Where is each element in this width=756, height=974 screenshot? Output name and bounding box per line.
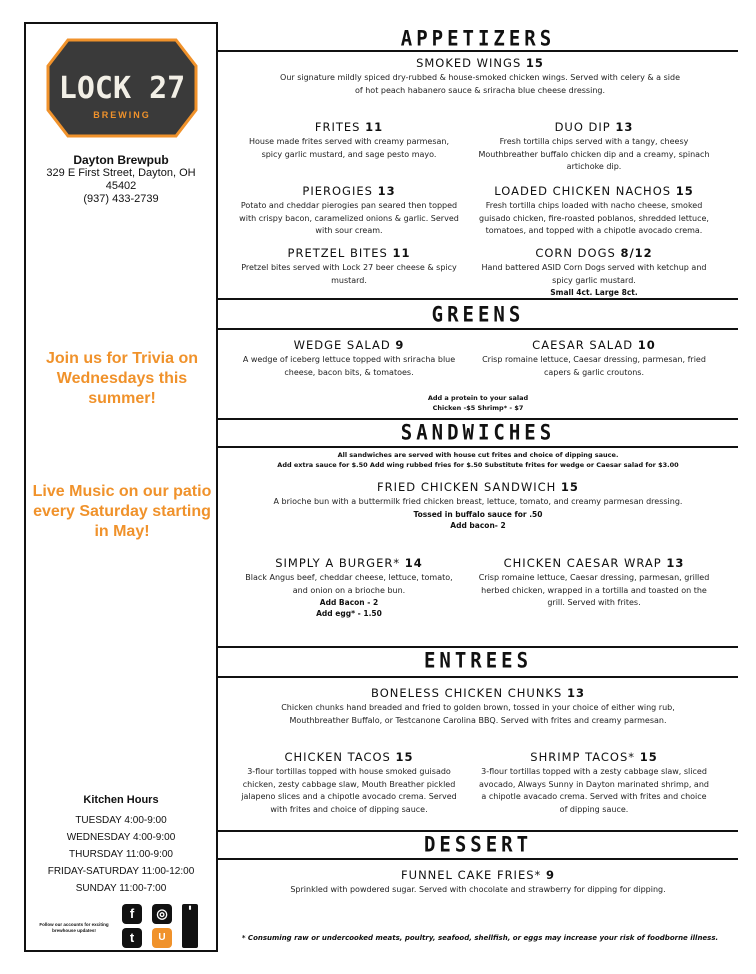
nachos-item (478, 184, 710, 238)
item-price: 15 (395, 750, 414, 764)
smoked-wings-item (280, 56, 680, 97)
item-desc: Sprinkled with powdered sugar. Served with chocolate and strawberry for dipping for dipping. (290, 885, 666, 894)
item-desc: 3-flour tortillas topped with a zesty cabbage slaw, sliced avocado, Always Sunny in Dayton marinated shrimp, and a chipotle avacado crema. Served with frites and choice of dipping sauce. (479, 767, 709, 814)
item-desc: House made frites served with creamy parmesan, spicy garlic mustard, and sage pesto mayo. (248, 137, 450, 159)
item-desc: Our signature mildly spiced dry-rubbed & house-smoked chicken wings. Served with celery & a side of hot peach habanero sauce & sriracha blue cheese dressing. (280, 73, 680, 95)
item-price: 11 (365, 120, 384, 134)
section-rule (218, 298, 738, 300)
item-name: CHICKEN CAESAR WRAP (503, 556, 662, 570)
corn-dogs-item (478, 246, 710, 298)
item-extra: Small 4ct. Large 8ct. (550, 288, 638, 297)
phone-number: (937) 433-2739 (83, 193, 159, 205)
hours-row: WEDNESDAY 4:00-9:00 (66, 832, 176, 843)
item-name: DUO DIP (554, 120, 611, 134)
item-desc: A wedge of iceberg lettuce topped with sriracha blue cheese, bacon bits, & tomatoes. (242, 355, 456, 377)
item-price: 14 (404, 556, 423, 570)
item-name: PIEROGIES (302, 184, 373, 198)
live-music-promo: Live Music on our patio every Saturday starting in May! (32, 483, 212, 540)
protein-note (218, 393, 738, 413)
item-price: 13 (377, 184, 396, 198)
item-desc: Black Angus beef, cheddar cheese, lettuce, tomato, and onion on a brioche bun. (245, 573, 453, 595)
hours-row: SUNDAY 11:00-7:00 (75, 883, 167, 894)
beer-menu-icon[interactable]: ▮ (182, 904, 198, 948)
appetizers-title: APPETIZERS (400, 26, 556, 52)
item-name: BONELESS CHICKEN CHUNKS (371, 686, 563, 700)
item-extra: Add egg* - 1.50 (316, 609, 382, 618)
section-rule (218, 418, 738, 420)
item-price: 15 (675, 184, 694, 198)
item-desc: Crisp romaine lettuce, Caesar dressing, parmesan, grilled herbed chicken, wrapped in a tortilla and toasted on the grill. Served with frites. (478, 573, 710, 607)
item-price: 10 (637, 338, 656, 352)
sandwich-note-line: Add extra sauce for $.50 Add wing rubbed fries for $.50 Substitute frites for wedge or Caesar salad for $3.00 (277, 461, 679, 469)
item-price: 15 (560, 480, 579, 494)
item-name: WEDGE SALAD (293, 338, 391, 352)
instagram-icon[interactable]: ◎ (152, 904, 172, 924)
sandwiches-title: SANDWICHES (400, 420, 556, 446)
section-rule (218, 676, 738, 678)
item-desc: Fresh tortilla chips loaded with nacho cheese, smoked guisado chicken, fire-roasted poblanos, shredded lettuce, tomatoes, and topped with a chipotle avocado crema. (479, 201, 709, 235)
burger-item (238, 556, 460, 619)
item-price: 13 (566, 686, 585, 700)
item-name: SMOKED WINGS (416, 56, 522, 70)
item-desc: A brioche bun with a buttermilk fried chicken breast, lettuce, tomato, and creamy parmesan dressing. (273, 497, 683, 506)
section-rule (218, 646, 738, 648)
item-price: 13 (615, 120, 634, 134)
item-price: 15 (639, 750, 658, 764)
item-desc: Pretzel bites served with Lock 27 beer cheese & spicy mustard. (241, 263, 457, 285)
sandwich-note (218, 450, 738, 470)
protein-note-line: Add a protein to your salad (427, 394, 529, 402)
item-extra: Tossed in buffalo sauce for .50 (413, 509, 543, 519)
pretzel-bites-item (238, 246, 460, 287)
shrimp-tacos-item (478, 750, 710, 816)
item-name: FRIED CHICKEN SANDWICH (377, 480, 557, 494)
item-name: CAESAR SALAD (532, 338, 634, 352)
item-extra: Add Bacon - 2 (319, 598, 379, 607)
item-name: FRITES (314, 120, 361, 134)
item-price: 15 (525, 56, 544, 70)
wedge-salad-item (238, 338, 460, 379)
funnel-cake-item (268, 868, 688, 897)
section-rule (218, 328, 738, 330)
item-desc: 3-flour tortillas topped with house smoked guisado chicken, zesty cabbage slaw, Mouth Breather pickled jalapeno slices and a chipotle avocado crema. Served with frites and choice of dipping sauce. (241, 767, 457, 814)
hours-row: THURSDAY 11:00-9:00 (69, 849, 173, 860)
section-rule (218, 830, 738, 832)
trivia-promo: Join us for Trivia on Wednesdays this summer! (45, 350, 199, 407)
facebook-icon[interactable]: f (122, 904, 142, 924)
item-name: SHRIMP TACOS* (530, 750, 636, 764)
brewpub-info (26, 154, 216, 206)
item-price: 9 (395, 338, 405, 352)
item-extra: Add bacon- 2 (450, 520, 506, 530)
item-desc: Fresh tortilla chips served with a tangy, cheesy Mouthbreather buffalo chicken dip and a creamy, spinach artichoke dip. (478, 137, 710, 171)
item-desc: Chicken chunks hand breaded and fried to golden brown, tossed in your choice of either wing rub, Mouthbreather Buffalo, or Testcanone Carolina BBQ. Served with frites and creamy parmesan. (281, 703, 675, 725)
logo-text: LOCK 27 (58, 71, 186, 106)
item-name: SIMPLY A BURGER* (275, 556, 401, 570)
item-price: 13 (666, 556, 685, 570)
item-name: LOADED CHICKEN NACHOS (494, 184, 672, 198)
item-name: PRETZEL BITES (287, 246, 388, 260)
lock27-logo (46, 38, 198, 138)
location-name: Dayton Brewpub (73, 153, 169, 167)
item-price: 9 (545, 868, 555, 882)
address-line2: 45402 (105, 180, 137, 192)
hours-row: FRIDAY-SATURDAY 11:00-12:00 (47, 866, 195, 877)
health-disclaimer: * Consuming raw or undercooked meats, poultry, seafood, shellfish, or eggs may increase your risk of foodborne illness. (241, 934, 719, 942)
pierogies-item (238, 184, 460, 238)
sidebar (24, 22, 218, 952)
section-rule (218, 446, 738, 448)
item-desc: Crisp romaine lettuce, Caesar dressing, parmesan, fried capers & garlic croutons. (482, 355, 706, 377)
item-name: FUNNEL CAKE FRIES* (401, 868, 542, 882)
frites-item (238, 120, 460, 161)
sandwich-note-line: All sandwiches are served with house cut frites and choice of dipping sauce. (337, 451, 619, 459)
hours-row: TUESDAY 4:00-9:00 (75, 815, 167, 826)
dessert-title: DESSERT (423, 832, 533, 858)
section-rule (218, 858, 738, 860)
hours-title: Kitchen Hours (83, 794, 159, 806)
twitter-icon[interactable]: t (122, 928, 142, 948)
item-price: 8/12 (620, 246, 653, 260)
item-price: 11 (392, 246, 411, 260)
item-name: CORN DOGS (535, 246, 616, 260)
logo-subtext: BREWING (93, 110, 151, 120)
address-line1: 329 E First Street, Dayton, OH (46, 167, 196, 179)
caesar-wrap-item (478, 556, 710, 610)
duo-dip-item (478, 120, 710, 174)
item-desc: Potato and cheddar pierogies pan seared then topped with crispy bacon, caramelized onions & garlic. Served with sour cream. (239, 201, 459, 235)
protein-note-line: Chicken -$5 Shrimp* - $7 (432, 404, 524, 412)
social-links (26, 902, 216, 950)
kitchen-hours (26, 792, 216, 897)
greens-title: GREENS (431, 302, 525, 328)
item-name: CHICKEN TACOS (284, 750, 391, 764)
chicken-chunks-item (278, 686, 678, 727)
fried-chicken-item (230, 480, 726, 531)
untappd-icon[interactable]: U (152, 928, 172, 948)
caesar-salad-item (478, 338, 710, 379)
follow-text: Follow our accounts for exciting brewhouse updates! (39, 922, 109, 933)
chicken-tacos-item (238, 750, 460, 816)
item-desc: Hand battered ASID Corn Dogs served with ketchup and spicy garlic mustard. (481, 263, 707, 285)
entrees-title: ENTREES (423, 648, 533, 674)
